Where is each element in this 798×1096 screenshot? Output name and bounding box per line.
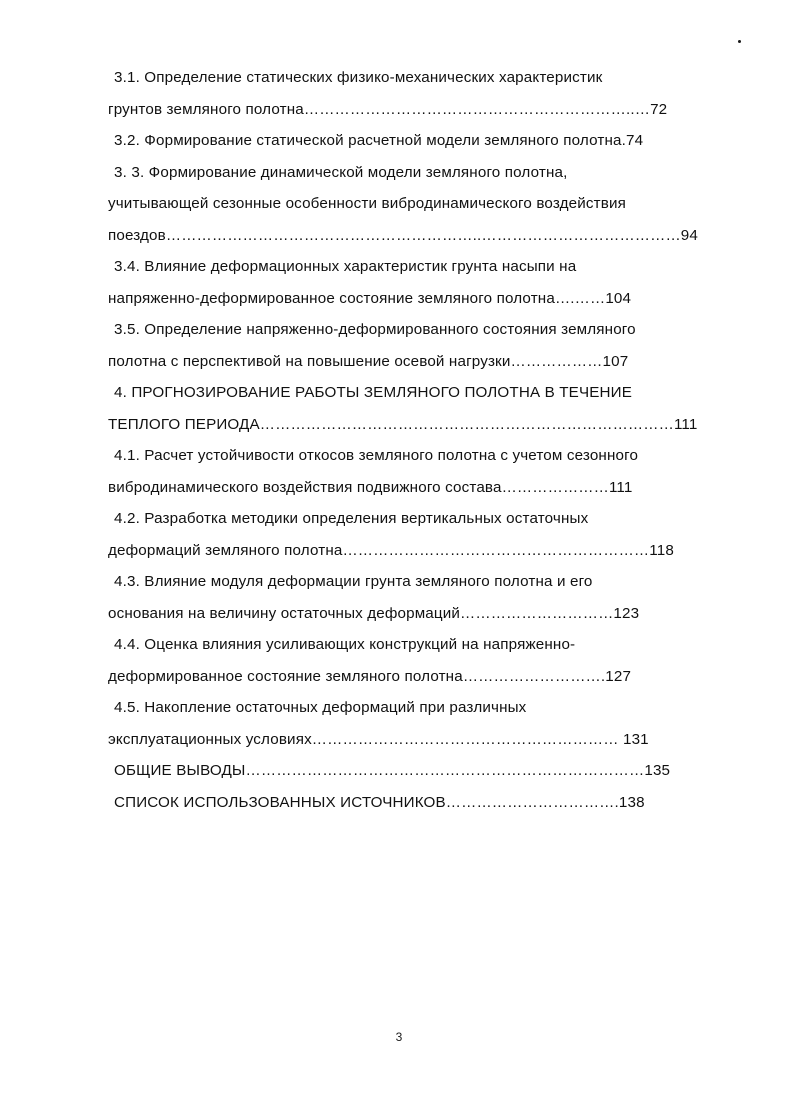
toc-entry-line: деформаций земляного полотна……………………………………………………118 <box>108 541 674 559</box>
toc-entry <box>108 377 768 440</box>
toc-entry-line: учитывающей сезонные особенности вибродинамического воздействия <box>108 195 626 212</box>
toc-entry-line: 3.1. Определение статических физико-механических характеристик <box>114 69 603 86</box>
toc-entry-line: 3.5. Определение напряженно-деформированного состояния земляного <box>114 321 636 338</box>
toc-entry-line: 4.4. Оценка влияния усиливающих конструкций на напряженно- <box>114 636 576 653</box>
toc-entry <box>108 629 768 692</box>
toc-entry <box>108 125 768 157</box>
toc-entry <box>108 440 768 503</box>
toc-entry-line: 4.5. Накопление остаточных деформаций при различных <box>114 699 527 716</box>
toc-entry-line: СПИСОК ИСПОЛЬЗОВАННЫХ ИСТОЧНИКОВ…………………………….138 <box>114 793 645 811</box>
toc-entry <box>108 314 768 377</box>
toc-entry <box>108 566 768 629</box>
toc-entry-line: поездов……………………………………………………..…………………………………94 <box>108 226 698 244</box>
toc-entry <box>108 503 768 566</box>
toc-entry-line: напряженно-деформированное состояние земляного полотна….……104 <box>108 289 632 307</box>
toc-entry-line: грунтов земляного полотна………………………………………………………..…72 <box>108 100 668 118</box>
toc-entry-line: 4. ПРОГНОЗИРОВАНИЕ РАБОТЫ ЗЕМЛЯНОГО ПОЛОТНА В ТЕЧЕНИЕ <box>114 384 632 401</box>
toc-entry-line: 3. 3. Формирование динамической модели земляного полотна, <box>114 163 568 181</box>
toc-entry-line: ТЕПЛОГО ПЕРИОДА………………………………………………………………………111 <box>108 415 698 433</box>
toc-entry <box>108 692 768 755</box>
toc-entry <box>108 251 768 314</box>
toc-entry-line: основания на величину остаточных деформаций…………………………123 <box>108 604 640 622</box>
toc-entry-line: 4.2. Разработка методики определения вертикальных остаточных <box>114 510 589 527</box>
toc-entry-line: деформированное состояние земляного полотна……………………….127 <box>108 667 632 685</box>
page-number: 3 <box>395 1030 403 1044</box>
toc-entry-line: 4.1. Расчет устойчивости откосов земляного полотна с учетом сезонного <box>114 447 639 464</box>
toc-entry <box>108 157 768 252</box>
toc-entry-line: 3.2. Формирование статической расчетной модели земляного полотна.74 <box>114 132 644 149</box>
toc-entry-line: 3.4. Влияние деформационных характеристик грунта насыпи на <box>114 258 577 275</box>
toc-entry <box>108 62 768 125</box>
table-of-contents <box>108 62 768 818</box>
toc-entry-line: эксплуатационных условиях…………………………………………………… 131 <box>108 730 649 748</box>
toc-entry-line: ОБЩИЕ ВЫВОДЫ……………………………………………………………………135 <box>114 762 671 779</box>
page-mark-dot <box>738 40 741 43</box>
toc-entry-line: 4.3. Влияние модуля деформации грунта земляного полотна и его <box>114 573 593 590</box>
toc-entry-line: полотна с перспективой на повышение осевой нагрузки………………107 <box>108 352 629 370</box>
toc-entry <box>108 755 768 787</box>
toc-entry-line: вибродинамического воздействия подвижного состава…………………111 <box>108 478 633 496</box>
toc-entry <box>108 787 768 819</box>
